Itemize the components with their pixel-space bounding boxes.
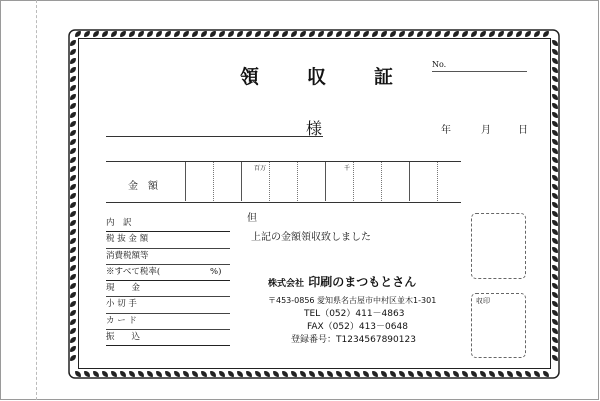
border-ornament: [551, 39, 560, 48]
border-ornament: [452, 370, 461, 379]
border-ornament: [69, 210, 78, 219]
border-ornament: [551, 291, 560, 300]
border-ornament: [551, 255, 560, 264]
border-ornament: [69, 165, 78, 174]
border-ornament: [69, 345, 78, 354]
border-ornament: [69, 255, 78, 264]
border-ornament: [137, 370, 146, 379]
breakdown-table: [106, 216, 230, 346]
border-ornament: [146, 370, 155, 379]
amount-digit-divider: [241, 162, 242, 201]
border-ornament: [281, 370, 290, 379]
issuer-registration-number: 登録番号：T1234567890123: [291, 335, 416, 345]
border-ornament: [69, 120, 78, 129]
border-ornament: [69, 183, 78, 192]
border-ornament: [551, 345, 560, 354]
border-ornament: [362, 370, 371, 379]
border-ornament: [236, 370, 245, 379]
border-ornament: [551, 165, 560, 174]
border-ornament: [69, 318, 78, 327]
border-ornament: [191, 370, 200, 379]
breakdown-label: ※すべて税率(: [106, 266, 161, 277]
border-ornament: [182, 370, 191, 379]
amount-digit-divider: [185, 162, 186, 201]
border-ornament: [551, 318, 560, 327]
border-ornament: [254, 370, 263, 379]
border-ornament: [69, 39, 78, 48]
border-ornament: [515, 370, 524, 379]
company-type: 株式会社: [268, 279, 305, 289]
border-ornament: [69, 192, 78, 201]
border-ornament: [69, 300, 78, 309]
border-ornament: [69, 228, 78, 237]
border-ornament: [74, 370, 83, 379]
breakdown-row[interactable]: [106, 297, 230, 313]
border-ornament: [380, 370, 389, 379]
border-ornament: [128, 370, 137, 379]
issuer-company: [268, 273, 416, 290]
breakdown-row[interactable]: [106, 281, 230, 297]
border-ornament: [470, 370, 479, 379]
breakdown-row: [106, 216, 230, 232]
border-ornament: [551, 48, 560, 57]
border-ornament: [551, 192, 560, 201]
date-year-label: 年: [441, 125, 451, 136]
border-ornament: [542, 370, 551, 379]
border-ornament: [69, 246, 78, 255]
border-ornament: [164, 370, 173, 379]
border-ornament: [110, 370, 119, 379]
breakdown-label: 振 込: [106, 332, 141, 343]
border-ornament: [425, 370, 434, 379]
breakdown-row[interactable]: [106, 330, 230, 346]
border-ornament: [317, 370, 326, 379]
border-ornament: [497, 370, 506, 379]
border-ornament: [506, 370, 515, 379]
title-char-3: 証: [374, 66, 394, 88]
border-ornament: [69, 354, 78, 363]
border-ornament: [551, 336, 560, 345]
border-ornament: [263, 370, 272, 379]
border-ornament: [69, 138, 78, 147]
amount-digit-divider: [325, 162, 326, 201]
border-ornament: [69, 237, 78, 246]
border-ornament: [69, 48, 78, 57]
border-ornament: [551, 309, 560, 318]
border-ornament: [344, 370, 353, 379]
border-ornament: [551, 174, 560, 183]
amount-digit-divider: [297, 162, 298, 201]
border-ornament: [533, 370, 542, 379]
border-ornament: [479, 370, 488, 379]
issuer-address: 〒453-0856 愛知県名古屋市中村区並木1-301: [268, 296, 437, 305]
receipt-number-label: No.: [432, 60, 447, 69]
breakdown-label: 現 金: [106, 283, 141, 294]
border-ornament: [69, 147, 78, 156]
border-ornament: [200, 370, 209, 379]
note-heading: 但: [247, 213, 257, 224]
border-ornament: [69, 156, 78, 165]
perforation-line: [36, 0, 37, 400]
border-ornament: [69, 201, 78, 210]
issuer-fax: FAX（052）413－0648: [307, 322, 408, 332]
receipt-number-field[interactable]: [432, 71, 527, 72]
breakdown-label: 消費税額等: [106, 250, 149, 261]
border-ornament: [551, 111, 560, 120]
border-ornament: [69, 174, 78, 183]
border-ornament: [69, 264, 78, 273]
border-ornament: [551, 102, 560, 111]
receipt-seal-area[interactable]: [471, 293, 526, 358]
border-ornament: [335, 370, 344, 379]
breakdown-row[interactable]: [106, 314, 230, 330]
border-ornament: [551, 219, 560, 228]
amount-digit-divider: [353, 162, 354, 201]
border-ornament: [308, 370, 317, 379]
date-day-label: 日: [518, 125, 528, 136]
border-ornament: [290, 370, 299, 379]
amount-digit-divider: [213, 162, 214, 201]
border-ornament: [69, 129, 78, 138]
border-ornament: [461, 370, 470, 379]
amount-field[interactable]: [106, 161, 461, 203]
border-ornament: [551, 210, 560, 219]
border-ornament: [299, 370, 308, 379]
border-ornament: [551, 183, 560, 192]
amount-digit-divider: [269, 162, 270, 201]
amount-digit-divider: [381, 162, 382, 201]
tax-rate-percent: %): [210, 266, 222, 277]
border-ornament: [173, 370, 182, 379]
breakdown-row[interactable]: [106, 232, 230, 248]
border-ornament: [551, 138, 560, 147]
company-name: 印刷のまつもとさん: [308, 275, 417, 289]
border-ornament: [488, 370, 497, 379]
unit-thousand-label: 千: [344, 165, 351, 172]
border-ornament: [551, 300, 560, 309]
border-ornament: [551, 129, 560, 138]
border-ornament: [524, 370, 533, 379]
border-ornament: [551, 282, 560, 291]
border-ornament: [551, 156, 560, 165]
border-ornament: [551, 147, 560, 156]
border-ornament: [326, 370, 335, 379]
border-ornament: [69, 291, 78, 300]
border-ornament: [227, 370, 236, 379]
border-ornament: [416, 370, 425, 379]
border-ornament: [83, 370, 92, 379]
border-ornament: [434, 370, 443, 379]
border-ornament: [398, 370, 407, 379]
border-ornament: [551, 93, 560, 102]
border-ornament: [551, 120, 560, 129]
unit-million-label: 百万: [254, 165, 267, 172]
border-ornament: [551, 264, 560, 273]
border-ornament: [69, 282, 78, 291]
border-ornament: [69, 219, 78, 228]
border-ornament: [353, 370, 362, 379]
border-ornament: [69, 273, 78, 282]
border-ornament: [69, 336, 78, 345]
revenue-stamp-area[interactable]: [471, 213, 526, 279]
title-char-2: 収: [307, 66, 327, 88]
border-ornament: [69, 111, 78, 120]
border-ornament: [551, 246, 560, 255]
breakdown-header: 内 訳: [106, 218, 132, 228]
border-ornament: [245, 370, 254, 379]
received-statement: 上記の金額領収致しました: [251, 232, 371, 243]
border-ornament: [551, 273, 560, 282]
border-ornament: [69, 327, 78, 336]
breakdown-row[interactable]: [106, 265, 230, 281]
border-ornament: [92, 370, 101, 379]
border-ornament: [551, 354, 560, 363]
breakdown-label: 小 切 手: [106, 299, 137, 310]
border-ornament: [389, 370, 398, 379]
breakdown-label: 税 抜 金 額: [106, 234, 149, 245]
recipient-name-field[interactable]: [106, 136, 323, 137]
border-ornament: [551, 327, 560, 336]
amount-digit-divider: [437, 162, 438, 201]
border-ornament: [551, 228, 560, 237]
border-ornament: [69, 309, 78, 318]
date-month-label: 月: [481, 125, 491, 136]
issuer-tel: TEL（052）411－4863: [304, 309, 405, 319]
border-ornament: [209, 370, 218, 379]
recipient-suffix: 様: [306, 119, 323, 138]
border-ornament: [551, 201, 560, 210]
amount-digit-divider: [409, 162, 410, 201]
breakdown-label: カ ー ド: [106, 315, 137, 326]
amount-label: 金 額: [128, 181, 158, 192]
title-char-1: 領: [240, 66, 260, 88]
seal-label: 収印: [476, 297, 490, 305]
border-ornament: [272, 370, 281, 379]
breakdown-row[interactable]: [106, 249, 230, 265]
border-ornament: [155, 370, 164, 379]
border-ornament: [551, 237, 560, 246]
receipt-title: [0, 62, 600, 92]
border-ornament: [218, 370, 227, 379]
border-ornament: [101, 370, 110, 379]
border-ornament: [69, 102, 78, 111]
border-ornament: [443, 370, 452, 379]
border-ornament: [371, 370, 380, 379]
border-ornament: [119, 370, 128, 379]
border-ornament: [407, 370, 416, 379]
border-ornament: [69, 93, 78, 102]
